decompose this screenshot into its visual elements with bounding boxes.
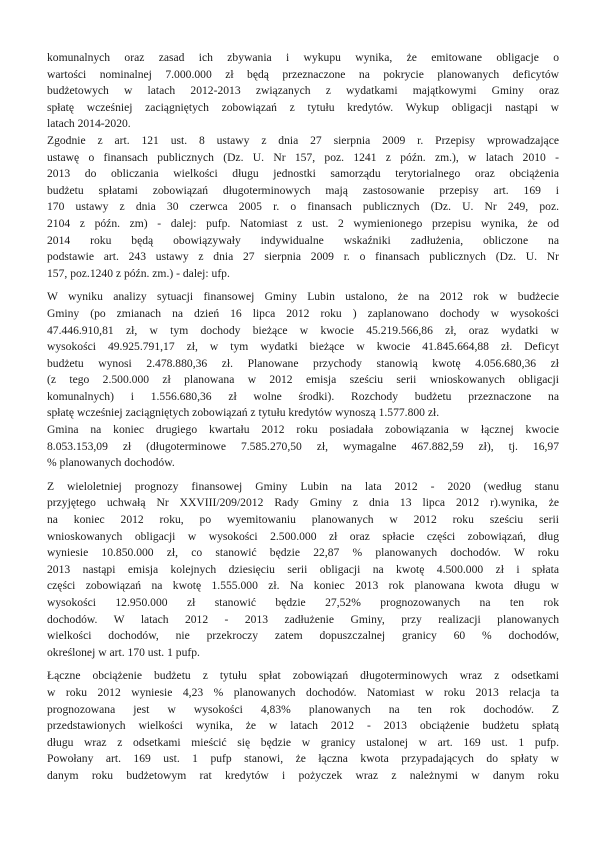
text-line: wartości nominalnej 7.000.000 zł będą przeznaczone na pokrycie planowanych deficytów: [47, 67, 559, 81]
text-line: wysokości 12.950.000 zł stanowić będzie 27,52% prognozowanych na ten rok: [47, 596, 559, 609]
paragraph-financial-analysis: [47, 289, 559, 422]
text-line: (z tego 2.500.000 zł planowana w 2012 emisja sześciu serii wnioskowanych obligacji: [47, 373, 559, 387]
text-line: Łączne obciążenie budżetu z tytułu spłat zobowiązań długoterminowych wraz z odsetkami: [47, 669, 559, 683]
text-line: ustawę o finansach publicznych (Dz. U. Nr 157, poz. 1241 z późn. zm.), w latach 2010 -: [47, 150, 559, 164]
paragraph-legal-basis: [47, 133, 559, 282]
text-line: części zobowiązań na kwotę 1.555.000 zł. Na koniec 2013 rok planowana kwota długu w: [47, 579, 559, 593]
text-line: długu wraz z odsetkami mieścić się będzie w granicy ustalonej w art. 169 ust. 1 pufp.: [47, 735, 559, 749]
paragraph-spacer: [47, 472, 559, 479]
text-line: 2013 nastąpi emisja kolejnych dziesięciu serii obligacji na kwotę 4.500.000 zł i spłata: [47, 562, 559, 576]
text-line: wielkości dochodów, nie przekroczy zatem dopuszczalnej granicy 60 % dochodów,: [47, 629, 559, 643]
text-line: w roku 2012 wyniesie 4,23 % planowanych dochodów. Natomiast w roku 2013 relacja ta: [47, 685, 559, 699]
text-line: spłatę wcześniej zaciągniętych zobowiązań z tytułu kredytów wynoszą 1.577.800 zł.: [47, 406, 440, 420]
text-line: wyniesie 10.850.000 zł, co stanowić będzie 22,87 % planowanych dochodów. W roku: [47, 546, 559, 560]
text-line: 170 ustawy z dnia 30 czerwca 2005 r. o finansach publicznych (Dz. U. Nr 249, poz.: [47, 200, 559, 214]
text-line: przedstawionych wielkości wynika, że w latach 2012 - 2013 obciążenie budżetu spłatą: [47, 719, 559, 733]
text-line: dochodów. W latach 2012 - 2013 zadłużenie Gminy, przy realizacji planowanych: [47, 612, 559, 626]
text-line: W wyniku analizy sytuacji finansowej Gminy Lubin ustalono, że na 2012 rok w budżecie: [47, 290, 559, 304]
text-line: na koniec 2012 roku, po wyemitowaniu planowanych w 2012 roku sześciu serii: [47, 513, 559, 527]
text-line: przyjętego uchwałą Nr XXVIII/209/2012 Rady Gminy z dnia 13 lipca 2012 r).wynika, że: [47, 496, 559, 510]
text-line: 157, poz.1240 z późn. zm.) - dalej: ufp.: [47, 266, 230, 280]
text-line: komunalnych oraz zasad ich zbywania i wykupu wynika, że emitowane obligacje o: [47, 51, 559, 64]
paragraph-bonds-purpose: [47, 50, 559, 133]
text-line: 47.446.910,81 zł, w tym dochody bieżące w kwocie 45.219.566,86 zł, oraz wydatki w: [47, 323, 559, 337]
text-line: budżetowych w latach 2012-2013 związanych z wydatkami majątkowymi Gminy oraz: [47, 84, 559, 98]
text-line: wysokości 49.925.791,17 zł, w tym wydatki bieżące w kwocie 41.845.664,88 zł. Deficyt: [47, 340, 559, 354]
text-line: budżetu wynosi 2.478.880,36 zł. Planowane przychody stanowią kwotę 4.056.680,36 zł: [47, 356, 559, 370]
text-line: określonej w art. 170 ust. 1 pufp.: [47, 645, 200, 659]
text-line: Gminy (po zmianach na dzień 16 lipca 2012 roku ) zaplanowano dochody w wysokości: [47, 306, 559, 320]
text-line: podstawie art. 243 ustawy z dnia 27 sierpnia 2009 r. o finansach publicznych (Dz. U. Nr: [47, 250, 559, 264]
text-line: 2104 z późn. zm) - dalej: pufp. Natomiast z ust. 2 wymienionego przepisu wynika, że od: [47, 216, 559, 230]
text-line: % planowanych dochodów.: [47, 456, 175, 470]
paragraph-debt-service: [47, 668, 559, 784]
text-line: Zgodnie z art. 121 ust. 8 ustawy z dnia 27 sierpnia 2009 r. Przepisy wprowadzające: [47, 133, 559, 147]
text-line: spłatę wcześniej zaciągniętych zobowiązań z tytułu kredytów. Wykup obligacji nastąpi w: [47, 100, 559, 114]
text-line: prognozowana jest w wysokości 4,83% planowanych na ten rok dochodów. Z: [47, 702, 559, 716]
text-line: Powołany art. 169 ust. 1 pufp stanowi, że łączna kwota przypadających do spłaty w: [47, 752, 559, 766]
text-line: wnioskowanych obligacji w wysokości 2.500.000 zł oraz spłacie części zobowiązań, dług: [47, 529, 559, 543]
text-line: danym roku budżetowym rat kredytów i pożyczek wraz z należnymi w danym roku: [47, 768, 559, 782]
text-line: latach 2014-2020.: [47, 117, 131, 131]
paragraph-spacer: [47, 282, 559, 289]
paragraph-spacer: [47, 661, 559, 668]
text-line: Gmina na koniec drugiego kwartału 2012 roku posiadała zobowiązania w łącznej kwocie: [47, 423, 559, 437]
text-line: Z wieloletniej prognozy finansowej Gminy Lubin na lata 2012 - 2020 (według stanu: [47, 479, 559, 493]
text-line: 8.053.153,09 zł (długoterminowe 7.585.270,50 zł, wymagalne 467.882,59 zł), tj. 16,97: [47, 439, 559, 453]
text-line: 2014 roku będą obowiązywały indywidualne wskaźniki zadłużenia, obliczone na: [47, 233, 559, 247]
text-line: komunalnych) i 1.556.680,36 zł wolne środki). Rozchody budżetu przeznaczone na: [47, 389, 559, 403]
paragraph-liabilities: [47, 422, 559, 472]
paragraph-forecast: [47, 479, 559, 662]
text-line: budżetu spłatami zobowiązań długoterminowych mają zastosowanie przepisy art. 169 i: [47, 183, 559, 197]
document-page: [47, 50, 559, 785]
text-line: 2013 do obliczania wielkości długu jednostki samorządu terytorialnego oraz obciążenia: [47, 167, 559, 181]
